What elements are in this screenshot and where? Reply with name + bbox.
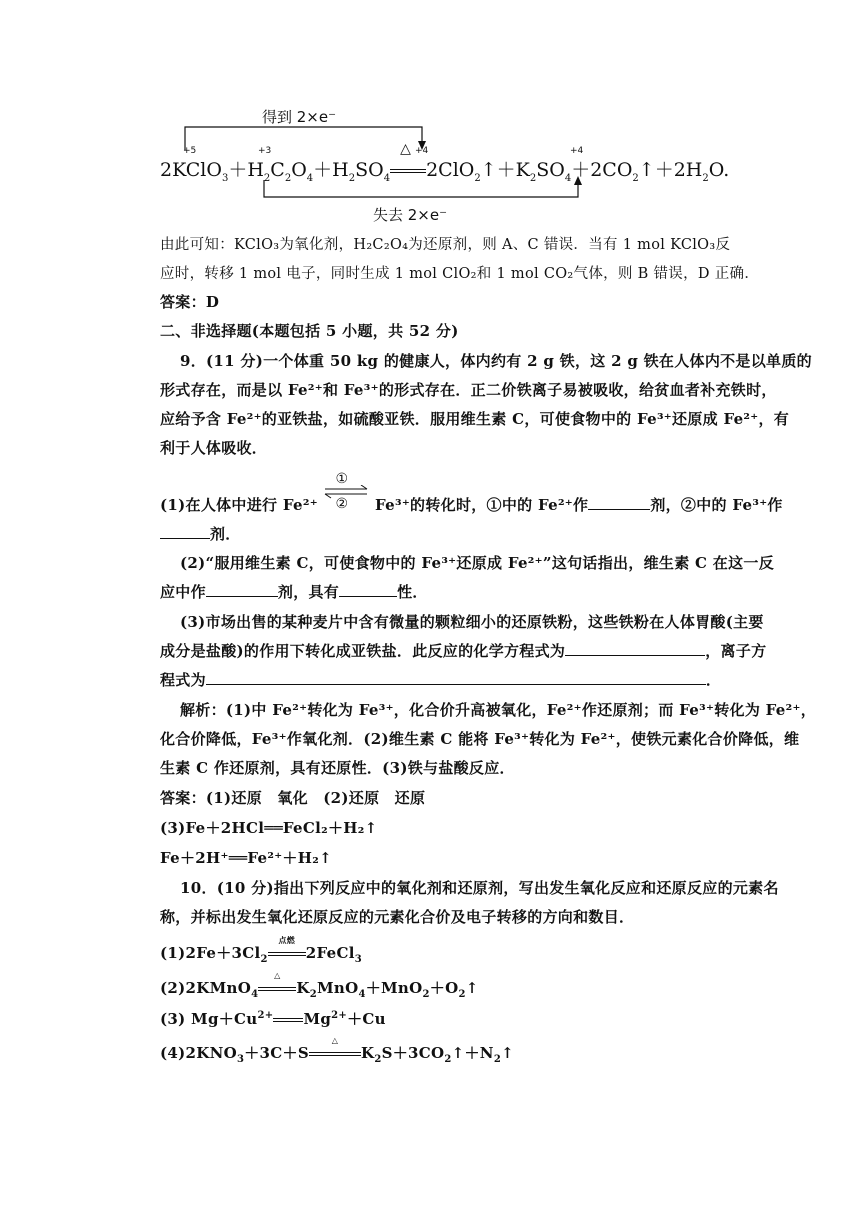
q9-p1-text: 剂． xyxy=(210,525,241,543)
q9-intro: 应给予含 Fe²⁺的亚铁盐，如硫酸亚铁．服用维生素 C，可使食物中的 Fe³⁺还原成 Fe²⁺，有 xyxy=(160,410,790,428)
condition-ignite: 点燃 xyxy=(278,935,296,945)
q9-p3-text: ，离子方 xyxy=(705,642,767,660)
q10-reaction-2: (2)2KMnO$_4$ △ $K_2MnO_4+MnO_2+O_2↑$ xyxy=(160,970,479,1000)
arrow-label-1: ① xyxy=(335,471,349,487)
q9-analysis: 生素 C 作还原剂，具有还原性．(3)铁与盐酸反应． xyxy=(160,759,515,777)
q9-p2-text: 剂，具有 xyxy=(277,583,340,601)
ox-state-cl-left: +5 xyxy=(183,146,197,156)
answer-blank[interactable] xyxy=(160,524,210,539)
q9-p3-text: 成分是盐酸)的作用下转化成亚铁盐．此反应的化学方程式为 xyxy=(160,642,566,660)
section-title: 二、非选择题(本题包括 5 小题，共 52 分) xyxy=(160,322,459,340)
transfer-brackets xyxy=(0,0,860,230)
condition-heat: △ xyxy=(274,970,281,980)
answer-blank[interactable] xyxy=(339,582,397,597)
q10-intro: 称，并标出发生氧化还原反应的元素化合价及电子转移的方向和数目． xyxy=(160,908,635,926)
answer-blank[interactable] xyxy=(588,495,650,510)
main-equation: $2KClO_3+H_2C_2O_4+H_2SO_4$ △ $2ClO_2↑+K_2SO_4+2CO_2↑+2H_2O$. xyxy=(160,141,730,184)
q9-answer: Fe＋2H⁺══Fe²⁺＋H₂↑ xyxy=(160,849,332,867)
q9-part1 xyxy=(160,471,783,515)
ox-state-c-left: +3 xyxy=(258,146,272,156)
explanation-line: 由此可知：KClO₃为氧化剂，H₂C₂O₄为还原剂，则 A、C 错误．当有 1 mol KClO₃反 xyxy=(160,237,731,253)
q9-part1-cont xyxy=(160,523,241,544)
reversible-arrow xyxy=(323,471,369,513)
q9-analysis: 解析：(1)中 Fe²⁺转化为 Fe³⁺，化合价升高被氧化，Fe²⁺作还原剂；而 Fe³⁺转化为 Fe²⁺， xyxy=(180,701,817,719)
answer-blank[interactable] xyxy=(206,582,278,597)
q9-p1-text: Fe³⁺的转化时，①中的 Fe²⁺作 xyxy=(374,496,589,514)
q9-p3-text: ． xyxy=(705,671,722,689)
q9-part2-cont xyxy=(160,581,428,602)
q9-part3: (3)市场出售的某种麦片中含有微量的颗粒细小的还原铁粉，这些铁粉在人体胃酸(主要 xyxy=(180,613,764,631)
q9-part2: (2)“服用维生素 C，可使食物中的 Fe³⁺还原成 Fe²⁺”这句话指出，维生素 C 在这一反 xyxy=(180,554,774,572)
q9-p2-text: 性． xyxy=(397,583,428,601)
q9-part3-cont xyxy=(160,669,721,690)
electron-gain-label: 得到 2×e⁻ xyxy=(262,108,337,126)
q9-part3-cont xyxy=(160,640,766,661)
q9-answer: 答案：(1)还原 氧化 (2)还原 还原 xyxy=(160,789,426,807)
electron-lose-label: 失去 2×e⁻ xyxy=(373,206,448,224)
q9-p1-text: (1)在人体中进行 Fe²⁺ xyxy=(160,496,318,514)
q9-p2-text: 应中作 xyxy=(160,583,206,601)
q9-intro: 利于人体吸收． xyxy=(160,439,268,457)
q9-intro: 9．(11 分)一个体重 50 kg 的健康人，体内约有 2 g 铁，这 2 g 铁在人体内不是以单质的 xyxy=(180,352,812,370)
q9-p3-text: 程式为 xyxy=(160,671,206,689)
arrow-label-2: ② xyxy=(335,496,349,512)
q9-analysis: 化合价降低，Fe³⁺作氧化剂．(2)维生素 C 能将 Fe³⁺转化为 Fe²⁺，使铁元素化合价降低，维 xyxy=(160,730,800,748)
condition-heat: △ xyxy=(331,1035,339,1045)
answer-blank[interactable] xyxy=(565,641,705,656)
answer-d: 答案：D xyxy=(160,293,220,311)
q10-reaction-1: $(1)2Fe+3Cl_2$ 点燃 2FeCl$_3$ xyxy=(160,935,362,965)
ox-state-c-right: +4 xyxy=(570,146,584,156)
q9-p1-text: 剂，②中的 Fe³⁺作 xyxy=(650,496,783,514)
ox-state-cl-right: +4 xyxy=(415,146,429,156)
q9-answer: (3)Fe＋2HCl══FeCl₂＋H₂↑ xyxy=(160,819,378,837)
q10-intro: 10．(10 分)指出下列反应中的氧化剂和还原剂，写出发生氧化反应和还原反应的元素名 xyxy=(180,879,779,897)
explanation-line: 应时，转移 1 mol 电子，同时生成 1 mol ClO₂和 1 mol CO₂气体，则 B 错误，D 正确． xyxy=(160,266,760,282)
q10-reaction-3: (3) $Mg+Cu^{2+}$ $Mg^{2+}+Cu$ xyxy=(160,1010,386,1028)
answer-blank[interactable] xyxy=(206,670,706,685)
q10-reaction-4: $(4)2KNO_3+3C+S$ △ $K_2S+3CO_2↑+N_2↑$ xyxy=(160,1035,514,1065)
q9-intro: 形式存在，而是以 Fe²⁺和 Fe³⁺的形式存在．正二价铁离子易被吸收，给贫血者补充铁时， xyxy=(160,381,777,399)
